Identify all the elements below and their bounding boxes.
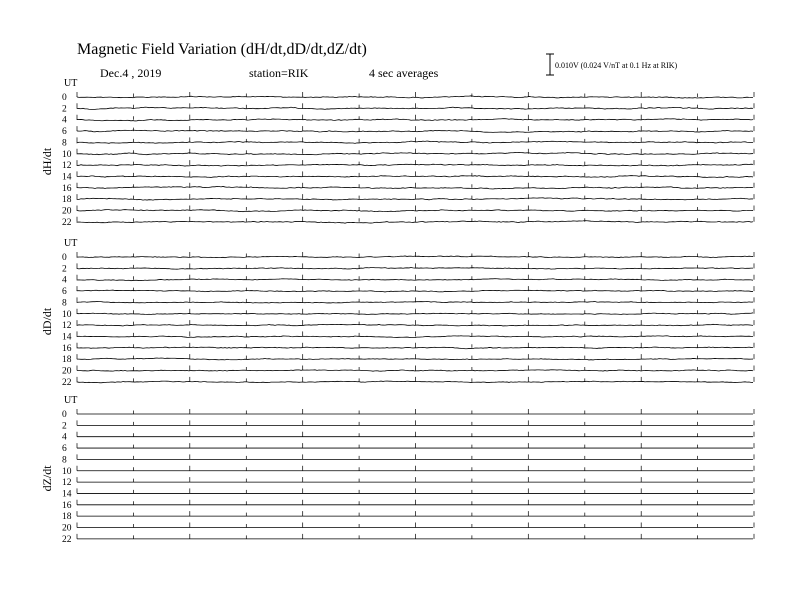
hour-label: 12 [62, 161, 72, 172]
panels-group [40, 78, 754, 545]
ut-axis-label: UT [64, 395, 78, 406]
hour-label: 18 [62, 512, 72, 523]
trace-line [77, 301, 753, 303]
panel-dH-dt [40, 78, 754, 228]
trace-line [77, 290, 753, 292]
hour-label: 22 [62, 377, 72, 388]
trace-line [77, 119, 753, 121]
trace-line [77, 313, 753, 315]
hour-label: 0 [62, 93, 67, 103]
panel-dD-dt [40, 238, 754, 388]
trace-line [77, 279, 753, 281]
hour-label: 16 [62, 500, 72, 511]
scale-label: 0.010V (0.024 V/nT at 0.1 Hz at RIK) [555, 61, 678, 70]
trace-line [77, 210, 753, 212]
hour-label: 16 [62, 183, 72, 194]
trace-line [77, 107, 753, 109]
panel-ylabel: dD/dt [40, 307, 54, 336]
trace-line [77, 370, 753, 371]
hour-label: 16 [62, 343, 72, 354]
hour-label: 22 [62, 217, 72, 228]
hour-label: 2 [62, 264, 67, 275]
trace-line [77, 176, 753, 178]
date-label: Dec.4 , 2019 [100, 66, 162, 80]
hour-label: 10 [62, 466, 72, 477]
hour-label: 6 [62, 444, 67, 455]
hour-label: 18 [62, 195, 72, 206]
ut-axis-label: UT [64, 78, 78, 89]
hour-label: 14 [62, 489, 72, 500]
trace-line [77, 256, 753, 258]
trace-line [77, 324, 753, 326]
hour-label: 8 [62, 455, 67, 466]
trace-line [77, 347, 753, 349]
panel-dZ-dt [40, 395, 754, 545]
hour-label: 8 [62, 138, 67, 149]
trace-line [77, 381, 753, 383]
trace-line [77, 358, 753, 360]
trace-line [77, 268, 753, 270]
trace-line [77, 221, 753, 224]
ut-axis-label: UT [64, 238, 78, 249]
hour-label: 14 [62, 172, 72, 183]
trace-line [77, 153, 753, 155]
hour-label: 2 [62, 421, 67, 432]
hour-label: 10 [62, 309, 72, 320]
hour-label: 6 [62, 127, 67, 138]
hour-label: 20 [62, 523, 72, 534]
trace-line [77, 96, 753, 98]
trace-line [77, 336, 753, 338]
trace-line [77, 130, 753, 132]
hour-label: 8 [62, 298, 67, 309]
hour-label: 0 [62, 253, 67, 263]
panel-ylabel: dZ/dt [40, 465, 54, 492]
hour-label: 4 [62, 275, 67, 286]
hour-label: 12 [62, 321, 72, 332]
hour-label: 0 [62, 410, 67, 420]
hour-label: 10 [62, 149, 72, 160]
trace-line [77, 141, 753, 143]
hour-label: 4 [62, 115, 67, 126]
hour-label: 2 [62, 104, 67, 115]
panel-ylabel: dH/dt [40, 147, 54, 176]
trace-line [77, 198, 753, 200]
hour-label: 6 [62, 287, 67, 298]
station-label: station=RIK [249, 66, 309, 80]
hour-label: 12 [62, 478, 72, 489]
hour-label: 22 [62, 534, 72, 545]
chart-title: Magnetic Field Variation (dH/dt,dD/dt,dZ/dt) [77, 41, 367, 58]
hour-label: 14 [62, 332, 72, 343]
scale-bar [546, 54, 554, 75]
averaging-label: 4 sec averages [369, 66, 439, 80]
hour-label: 20 [62, 206, 72, 217]
trace-line [77, 164, 753, 166]
hour-label: 20 [62, 366, 72, 377]
hour-label: 18 [62, 355, 72, 366]
trace-line [77, 186, 753, 189]
hour-label: 4 [62, 432, 67, 443]
